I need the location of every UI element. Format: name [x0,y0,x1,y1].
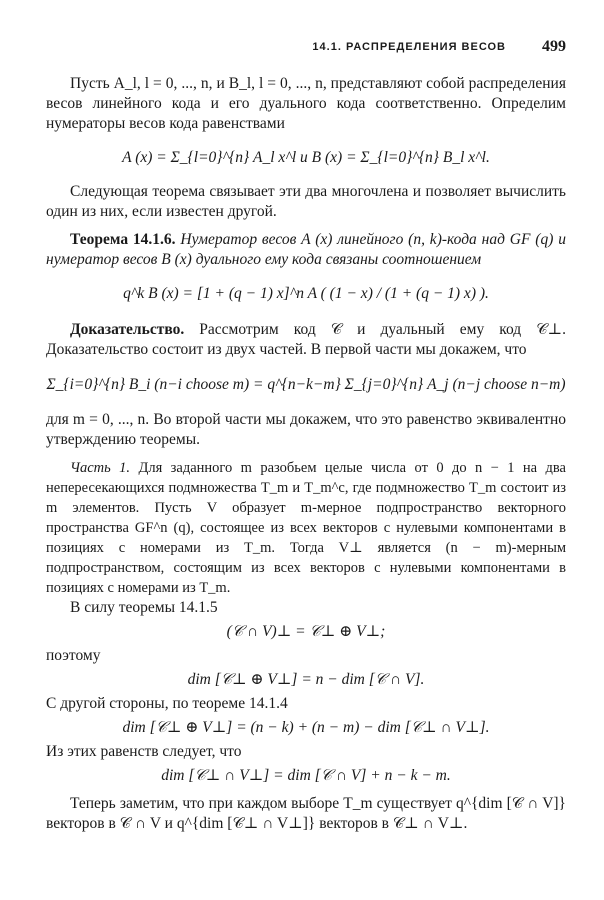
proof-label: Доказательство. [70,321,185,338]
paragraph-therefore: поэтому [46,647,101,664]
formula-dimension-1: dim [𝒞⊥ ⊕ V⊥] = n − dim [𝒞 ∩ V]. [187,671,425,688]
page-header [46,39,566,59]
part-text: Для заданного m разобьем целые числа от 0 до n − 1 на два непересекающихся подмножества T_m и T_m^c, где подмножество T_m состоит из m элементов. Пусть V образует m-мерное подпространство векторного пространства GF^n (q), состоящее из всех векторов с нулевыми компонентами в позициях с номерами из T_m. Тогда V⊥ является (n − m)-мерным подпространством, состоящим из всех векторов с нулевыми компонентами в позициях с номерами из T_m. [46,460,566,596]
page-body [46,74,566,834]
part-label: Часть 1. [70,460,131,476]
paragraph-theorem-intro: Следующая теорема связывает эти два многочлена и позволяет вычислить один из них, если известен другой. [46,183,566,220]
formula-dual-intersection: (𝒞 ∩ V)⊥ = 𝒞⊥ ⊕ V⊥; [226,623,386,640]
formula-macwilliams: q^k B (x) = [1 + (q − 1) x]^n A ( (1 − x) / (1 + (q − 1) x) ). [123,285,489,302]
proof-paragraph [46,320,566,360]
formula-binomial-identity: Σ_{i=0}^{n} B_i (n−i choose m) = q^{n−k−m} Σ_{j=0}^{n} A_j (n−j choose n−m) [46,376,566,393]
paragraph-by-theorem-14-1-5: В силу теоремы 14.1.5 [70,599,218,616]
part-one-paragraph [46,458,566,598]
paragraph-by-theorem-14-1-4: С другой стороны, по теореме 14.1.4 [46,695,288,712]
formula-dimension-2: dim [𝒞⊥ ⊕ V⊥] = (n − k) + (n − m) − dim [𝒞⊥ ∩ V⊥]. [122,719,490,736]
proof-text: Рассмотрим код 𝒞 и дуальный ему код 𝒞⊥. Доказательство состоит из двух частей. В первой части мы докажем, что [46,321,566,358]
paragraph-it-follows: Из этих равенств следует, что [46,743,242,760]
running-head: 14.1. РАСПРЕДЕЛЕНИЯ ВЕСОВ [312,41,506,53]
formula-weight-enumerators: A (x) = Σ_{l=0}^{n} A_l x^l и B (x) = Σ_{l=0}^{n} B_l x^l. [122,149,490,166]
theorem-14-1-6 [46,230,566,270]
theorem-label: Теорема 14.1.6. [70,231,176,248]
paragraph-vector-counts: Теперь заметим, что при каждом выборе T_m существует q^{dim [𝒞 ∩ V]} векторов в 𝒞 ∩ V и q^{dim [𝒞⊥ ∩ V⊥]} векторов в 𝒞⊥ ∩ V⊥. [46,795,566,832]
paragraph-weight-distributions: Пусть A_l, l = 0, ..., n, и B_l, l = 0, ..., n, представляют собой распределения весов линейного кода и его дуального кода соответственно. Определим нумераторы весов кода равенствами [46,75,566,132]
paragraph-range-m: для m = 0, ..., n. Во второй части мы докажем, что это равенство эквивалентно утверждению теоремы. [46,411,566,448]
page-number: 499 [542,38,566,55]
formula-dimension-3: dim [𝒞⊥ ∩ V⊥] = dim [𝒞 ∩ V] + n − k − m. [161,767,451,784]
theorem-text: Нумератор весов A (x) линейного (n, k)-кода над GF (q) и нумератор весов B (x) дуального ему кода связаны соотношением [46,231,566,268]
